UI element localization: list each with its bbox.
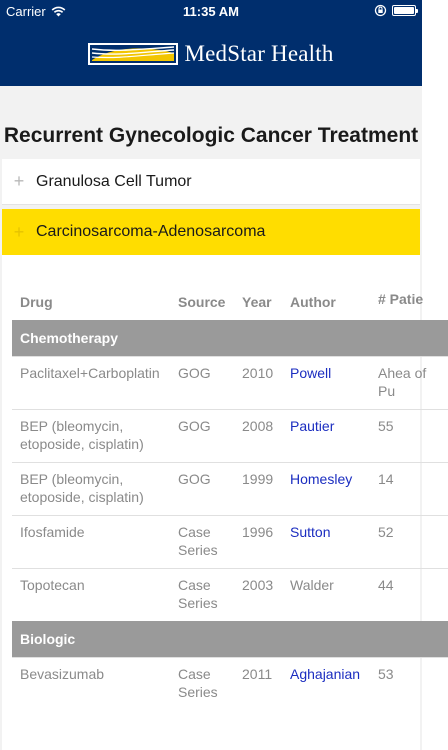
cell-year: 2003	[234, 568, 282, 621]
status-time: 11:35 AM	[183, 4, 239, 19]
logo-text: MedStar Health	[184, 41, 334, 66]
column-header-year[interactable]: Year	[242, 294, 272, 310]
rotation-lock-icon	[374, 4, 387, 17]
table-row	[12, 462, 448, 515]
cell-patients: 14	[370, 462, 448, 515]
table-row	[12, 657, 448, 710]
cell-source: GOG	[170, 409, 234, 462]
author-link[interactable]: Powell	[282, 356, 370, 409]
status-right-group	[374, 4, 416, 17]
column-header-drug[interactable]: Drug	[20, 294, 53, 310]
author-link[interactable]: Pautier	[282, 409, 370, 462]
table-row	[12, 409, 448, 462]
cell-source: GOG	[170, 462, 234, 515]
page-content	[0, 86, 427, 750]
medstar-logo-mark-icon	[88, 43, 178, 65]
cell-patients: 52	[370, 515, 448, 568]
table-row	[12, 515, 448, 568]
cell-drug: Paclitaxel+Carboplatin	[12, 356, 170, 409]
app-header	[0, 22, 422, 86]
author-link[interactable]: Aghajanian	[282, 657, 370, 710]
cell-source: Case Series	[170, 568, 234, 621]
accordion-granulosa-cell-tumor[interactable]	[2, 159, 420, 205]
column-header-author[interactable]: Author	[290, 294, 336, 310]
section-label: Biologic	[12, 621, 448, 657]
cell-year: 2011	[234, 657, 282, 710]
cell-patients: 53	[370, 657, 448, 710]
section-label: Chemotherapy	[12, 320, 448, 356]
treatment-table-container[interactable]	[2, 255, 427, 750]
medstar-logo[interactable]	[88, 41, 333, 67]
section-row-biologic	[12, 621, 448, 657]
accordion-label: Carcinosarcoma-Adenosarcoma	[36, 223, 266, 240]
column-header-source[interactable]: Source	[178, 294, 226, 310]
battery-icon	[392, 5, 416, 16]
plus-icon: +	[13, 171, 25, 191]
cell-source: Case Series	[170, 515, 234, 568]
wifi-icon	[51, 6, 66, 17]
cell-author: Walder	[282, 568, 370, 621]
accordion-carcinosarcoma-adenosarcoma[interactable]	[2, 209, 420, 255]
cell-drug: Topotecan	[12, 568, 170, 621]
cell-year: 1999	[234, 462, 282, 515]
table-row	[12, 568, 448, 621]
carrier-label: Carrier	[6, 4, 46, 19]
cell-drug: BEP (bleomycin, etoposide, cisplatin)	[12, 409, 170, 462]
column-header-patients[interactable]: # Patie	[378, 291, 424, 307]
section-row-chemotherapy	[12, 320, 448, 356]
cell-year: 2008	[234, 409, 282, 462]
cell-year: 2010	[234, 356, 282, 409]
cell-patients: 55	[370, 409, 448, 462]
cell-drug: Bevasizumab	[12, 657, 170, 710]
carrier-group	[6, 4, 66, 19]
cell-year: 1996	[234, 515, 282, 568]
status-bar	[0, 0, 422, 22]
table-row	[12, 356, 448, 409]
cell-source: GOG	[170, 356, 234, 409]
page-title: Recurrent Gynecologic Cancer Treatment	[3, 124, 419, 147]
cell-drug: Ifosfamide	[12, 515, 170, 568]
cell-source: Case Series	[170, 657, 234, 710]
cell-drug: BEP (bleomycin, etoposide, cisplatin)	[12, 462, 170, 515]
treatment-table	[12, 255, 448, 710]
cell-patients: 44	[370, 568, 448, 621]
accordion-label: Granulosa Cell Tumor	[36, 172, 192, 190]
plus-icon: +	[13, 221, 25, 242]
cell-patients: Ahea of Pu	[370, 356, 448, 409]
table-header-row	[12, 255, 448, 320]
author-link[interactable]: Sutton	[282, 515, 370, 568]
author-link[interactable]: Homesley	[282, 462, 370, 515]
